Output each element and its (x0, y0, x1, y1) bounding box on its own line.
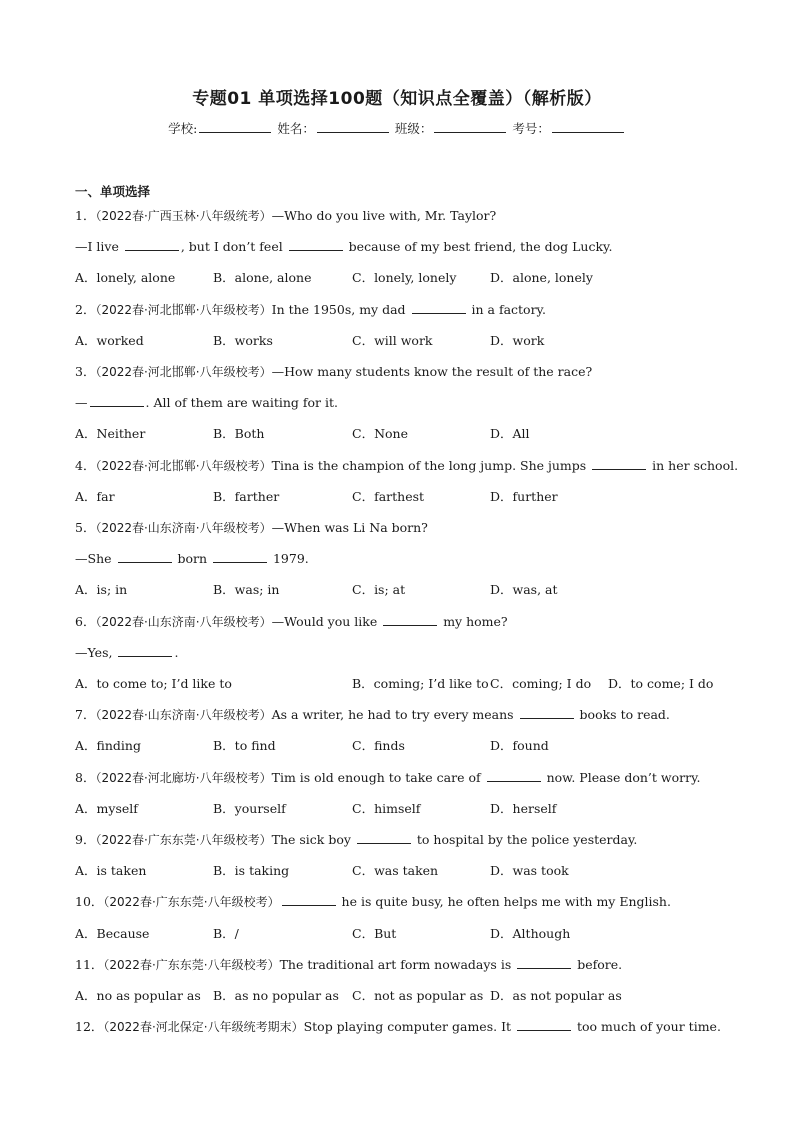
option-b: B．/ (213, 926, 239, 941)
student-info-line (0, 119, 794, 137)
text: The sick boy (271, 832, 355, 847)
question-source: （2022春·广东东莞·八年级校考） (95, 833, 272, 847)
option-d: D．All (490, 426, 530, 441)
question-source: （2022春·广东东莞·八年级校考） (103, 958, 280, 972)
question-text: —Who do you live with, Mr. Taylor? (271, 208, 497, 223)
question-4 (75, 458, 738, 474)
question-number: 9． (75, 832, 96, 847)
option-b: B．as no popular as (213, 988, 339, 1003)
question-1-line-2 (75, 239, 612, 255)
question-7 (75, 707, 670, 723)
question-text: —When was Li Na born? (271, 520, 428, 535)
text: In the 1950s, my dad (271, 302, 410, 317)
option-c: C．But (352, 926, 397, 941)
text: Stop playing computer games. It (303, 1019, 516, 1034)
question-source: （2022春·河北邯郸·八年级校考） (95, 365, 272, 379)
question-1 (75, 208, 496, 224)
text: because of my best friend, the dog Lucky. (344, 239, 613, 254)
option-c: C．coming; I do (490, 676, 592, 691)
option-a: A．worked (75, 333, 144, 348)
option-c: C．finds (352, 738, 405, 753)
question-2 (75, 302, 546, 318)
answer-blank (90, 395, 144, 407)
option-b: B．coming; I’d like to (352, 676, 489, 691)
question-number: 4． (75, 458, 96, 473)
text: in her school. (648, 458, 739, 473)
text: to hospital by the police yesterday. (412, 832, 638, 847)
option-d: D．was, at (490, 582, 558, 597)
text: he is quite busy, he often helps me with my English. (337, 894, 671, 909)
document-title: 专题01 单项选择100题（知识点全覆盖）（解析版） (192, 89, 602, 109)
option-b: B．was; in (213, 582, 280, 597)
option-a: A．is; in (75, 582, 128, 597)
text: —I live (75, 239, 123, 254)
question-11 (75, 957, 622, 973)
text: now. Please don’t worry. (542, 770, 701, 785)
question-source: （2022春·广东东莞·八年级校考） (103, 895, 280, 909)
answer-blank (517, 1019, 571, 1031)
answer-blank (118, 645, 172, 657)
answer-blank (289, 239, 343, 251)
question-number: 8． (75, 770, 96, 785)
text: my home? (439, 614, 508, 629)
option-d: D．was took (490, 863, 569, 878)
school-label: 学校: (168, 121, 198, 136)
option-c: C．will work (352, 333, 433, 348)
question-9 (75, 832, 637, 848)
question-source: （2022春·河北邯郸·八年级校考） (95, 459, 272, 473)
question-number: 3． (75, 364, 96, 379)
question-number: 7． (75, 707, 96, 722)
question-6-line-2 (75, 645, 178, 661)
text: . (174, 645, 179, 660)
name-blank[interactable] (317, 120, 389, 133)
option-c: C．is; at (352, 582, 406, 597)
answer-blank (412, 302, 466, 314)
class-blank[interactable] (434, 120, 506, 133)
question-source: （2022春·山东济南·八年级校考） (95, 708, 272, 722)
text: too much of your time. (573, 1019, 721, 1034)
question-number: 5． (75, 520, 96, 535)
question-number: 12． (75, 1019, 104, 1034)
option-b: B．to find (213, 738, 276, 753)
text: — (75, 395, 88, 410)
number-blank[interactable] (552, 120, 624, 133)
answer-blank (125, 239, 179, 251)
school-blank[interactable] (199, 120, 271, 133)
question-text: —How many students know the result of the race? (271, 364, 593, 379)
option-b: B．yourself (213, 801, 286, 816)
text: —She (75, 551, 116, 566)
option-d: D．herself (490, 801, 557, 816)
text: born (173, 551, 211, 566)
answer-blank (213, 551, 267, 563)
option-d: D．further (490, 489, 558, 504)
option-b: B．is taking (213, 863, 290, 878)
text: Tim is old enough to take care of (271, 770, 485, 785)
question-10 (75, 894, 671, 910)
question-3 (75, 364, 592, 380)
option-a: A．Because (75, 926, 150, 941)
answer-blank (282, 894, 336, 906)
text: As a writer, he had to try every means (271, 707, 518, 722)
option-a: A．finding (75, 738, 141, 753)
option-b: B．works (213, 333, 273, 348)
text: in a factory. (467, 302, 546, 317)
question-source: （2022春·河北邯郸·八年级校考） (95, 303, 272, 317)
question-source: （2022春·山东济南·八年级校考） (95, 615, 272, 629)
option-c: C．not as popular as (352, 988, 484, 1003)
answer-blank (357, 832, 411, 844)
option-a: A．no as popular as (75, 988, 201, 1003)
text: —Would you like (271, 614, 382, 629)
option-c: C．himself (352, 801, 421, 816)
option-a: A．is taken (75, 863, 147, 878)
class-label: 班级： (394, 121, 433, 136)
name-label: 姓名： (277, 121, 315, 136)
answer-blank (118, 551, 172, 563)
text: The traditional art form nowadays is (279, 957, 516, 972)
question-source: （2022春·山东济南·八年级校考） (95, 521, 272, 535)
option-a: A．myself (75, 801, 138, 816)
option-b: B．farther (213, 489, 280, 504)
option-d: D．to come; I do (608, 676, 714, 691)
question-6 (75, 614, 508, 630)
answer-blank (592, 458, 646, 470)
option-b: B．alone, alone (213, 270, 312, 285)
text: before. (573, 957, 623, 972)
question-number: 1． (75, 208, 96, 223)
text: 1979. (269, 551, 309, 566)
option-a: A．lonely, alone (75, 270, 176, 285)
question-5-line-2 (75, 551, 309, 567)
option-a: A．Neither (75, 426, 146, 441)
question-12 (75, 1019, 721, 1035)
text: books to read. (575, 707, 670, 722)
option-d: D．work (490, 333, 545, 348)
question-number: 10． (75, 894, 104, 909)
question-number: 6． (75, 614, 96, 629)
answer-blank (487, 770, 541, 782)
option-c: C．farthest (352, 489, 425, 504)
question-number: 11． (75, 957, 104, 972)
question-5 (75, 520, 428, 536)
option-d: D．alone, lonely (490, 270, 593, 285)
question-3-line-2 (75, 395, 338, 411)
text: . All of them are waiting for it. (145, 395, 338, 410)
option-d: D．found (490, 738, 549, 753)
question-8 (75, 770, 700, 786)
answer-blank (520, 707, 574, 719)
option-c: C．was taken (352, 863, 439, 878)
answer-blank (383, 614, 437, 626)
question-source: （2022春·河北廊坊·八年级校考） (95, 771, 272, 785)
option-c: C．lonely, lonely (352, 270, 457, 285)
option-a: A．far (75, 489, 115, 504)
option-d: D．as not popular as (490, 988, 622, 1003)
text: —Yes, (75, 645, 117, 660)
section-heading: 一、单项选择 (75, 184, 151, 199)
text: , but I don’t feel (180, 239, 287, 254)
answer-blank (517, 957, 571, 969)
question-source: （2022春·河北保定·八年级统考期末） (103, 1020, 304, 1034)
text: Tina is the champion of the long jump. She jumps (271, 458, 591, 473)
number-label: 考号： (512, 121, 550, 136)
option-b: B．Both (213, 426, 265, 441)
question-number: 2． (75, 302, 96, 317)
option-c: C．None (352, 426, 408, 441)
question-source: （2022春·广西玉林·八年级统考） (95, 209, 272, 223)
option-d: D．Although (490, 926, 571, 941)
option-a: A．to come to; I’d like to (75, 676, 232, 691)
